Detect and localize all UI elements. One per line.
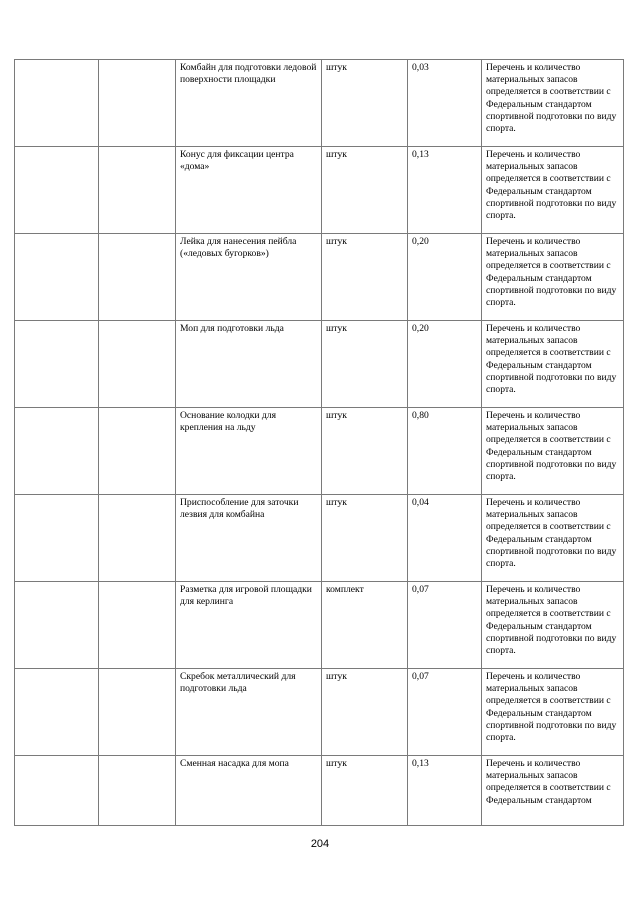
table-cell-empty	[99, 234, 176, 321]
table-row	[15, 60, 624, 147]
table-cell-empty	[15, 756, 99, 826]
unit-cell: комплект	[322, 582, 408, 669]
table-cell-empty	[99, 147, 176, 234]
note-cell: Перечень и количество материальных запасов определяется в соответствии с Федеральным стандартом спортивной подготовки по виду спорта.	[482, 147, 624, 234]
table-row	[15, 582, 624, 669]
table-cell-empty	[99, 669, 176, 756]
quantity-cell: 0,07	[408, 669, 482, 756]
unit-cell: штук	[322, 234, 408, 321]
table-cell-empty	[15, 669, 99, 756]
quantity-cell: 0,13	[408, 756, 482, 826]
table-cell-empty	[15, 582, 99, 669]
quantity-cell: 0,04	[408, 495, 482, 582]
materials-table	[14, 59, 624, 826]
note-cell: Перечень и количество материальных запасов определяется в соответствии с Федеральным стандартом спортивной подготовки по виду спорта.	[482, 408, 624, 495]
unit-cell: штук	[322, 495, 408, 582]
table-cell-empty	[99, 582, 176, 669]
table-cell-empty	[99, 408, 176, 495]
item-name-cell: Конус для фиксации центра «дома»	[176, 147, 322, 234]
item-name-cell: Приспособление для заточки лезвия для комбайна	[176, 495, 322, 582]
table-cell-empty	[15, 495, 99, 582]
table-row	[15, 408, 624, 495]
unit-cell: штук	[322, 669, 408, 756]
unit-cell: штук	[322, 147, 408, 234]
table-row	[15, 756, 624, 826]
note-cell: Перечень и количество материальных запасов определяется в соответствии с Федеральным стандартом	[482, 756, 624, 826]
quantity-cell: 0,03	[408, 60, 482, 147]
unit-cell: штук	[322, 408, 408, 495]
table-cell-empty	[15, 60, 99, 147]
page-number: 204	[310, 838, 330, 850]
item-name-cell: Разметка для игровой площадки для керлинга	[176, 582, 322, 669]
note-cell: Перечень и количество материальных запасов определяется в соответствии с Федеральным стандартом спортивной подготовки по виду спорта.	[482, 582, 624, 669]
table-cell-empty	[15, 147, 99, 234]
item-name-cell: Сменная насадка для мопа	[176, 756, 322, 826]
table-cell-empty	[99, 321, 176, 408]
quantity-cell: 0,07	[408, 582, 482, 669]
quantity-cell: 0,20	[408, 321, 482, 408]
item-name-cell: Скребок металлический для подготовки льда	[176, 669, 322, 756]
table-cell-empty	[99, 495, 176, 582]
table-row	[15, 669, 624, 756]
item-name-cell: Моп для подготовки льда	[176, 321, 322, 408]
unit-cell: штук	[322, 321, 408, 408]
item-name-cell: Лейка для нанесения пейбла («ледовых бугорков»)	[176, 234, 322, 321]
item-name-cell: Основание колодки для крепления на льду	[176, 408, 322, 495]
table-row	[15, 147, 624, 234]
quantity-cell: 0,80	[408, 408, 482, 495]
table-cell-empty	[99, 60, 176, 147]
quantity-cell: 0,13	[408, 147, 482, 234]
table-cell-empty	[15, 321, 99, 408]
table-row	[15, 234, 624, 321]
note-cell: Перечень и количество материальных запасов определяется в соответствии с Федеральным стандартом спортивной подготовки по виду спорта.	[482, 321, 624, 408]
table-cell-empty	[99, 756, 176, 826]
item-name-cell: Комбайн для подготовки ледовой поверхности площадки	[176, 60, 322, 147]
unit-cell: штук	[322, 60, 408, 147]
note-cell: Перечень и количество материальных запасов определяется в соответствии с Федеральным стандартом спортивной подготовки по виду спорта.	[482, 234, 624, 321]
note-cell: Перечень и количество материальных запасов определяется в соответствии с Федеральным стандартом спортивной подготовки по виду спорта.	[482, 669, 624, 756]
table-cell-empty	[15, 408, 99, 495]
table-row	[15, 495, 624, 582]
quantity-cell: 0,20	[408, 234, 482, 321]
unit-cell: штук	[322, 756, 408, 826]
note-cell: Перечень и количество материальных запасов определяется в соответствии с Федеральным стандартом спортивной подготовки по виду спорта.	[482, 60, 624, 147]
table-cell-empty	[15, 234, 99, 321]
note-cell: Перечень и количество материальных запасов определяется в соответствии с Федеральным стандартом спортивной подготовки по виду спорта.	[482, 495, 624, 582]
table-row	[15, 321, 624, 408]
